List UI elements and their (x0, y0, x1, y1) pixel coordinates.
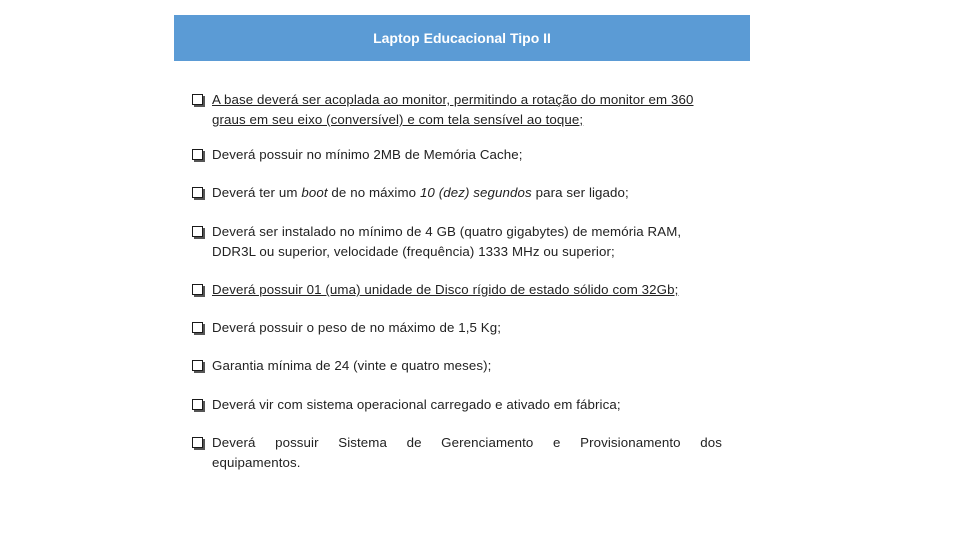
list-item (192, 356, 722, 376)
list-item-text: Garantia mínima de 24 (vinte e quatro meses); (212, 358, 492, 373)
list-item (192, 90, 722, 130)
list-item-text: Deverá possuir Sistema de Gerenciamento e Provisionamento dos equipamentos. (212, 435, 722, 470)
checkbox-bullet-icon (192, 187, 203, 198)
list-item (192, 183, 722, 203)
list-item (192, 222, 722, 262)
checkbox-bullet-icon (192, 399, 203, 410)
list-item (192, 318, 722, 338)
checkbox-bullet-icon (192, 149, 203, 160)
list-item-text: Deverá possuir 01 (uma) unidade de Disco rígido de estado sólido com 32Gb; (212, 282, 679, 297)
list-item-text: Deverá possuir o peso de no máximo de 1,5 Kg; (212, 320, 502, 335)
list-item-text: Deverá ter um boot de no máximo 10 (dez) segundos para ser ligado; (212, 185, 629, 200)
checkbox-bullet-icon (192, 360, 203, 371)
checkbox-bullet-icon (192, 94, 203, 105)
list-item (192, 395, 722, 415)
checkbox-bullet-icon (192, 322, 203, 333)
title-banner (174, 15, 750, 61)
checkbox-bullet-icon (192, 437, 203, 448)
checkbox-bullet-icon (192, 226, 203, 237)
list-item-text: Deverá vir com sistema operacional carregado e ativado em fábrica; (212, 397, 621, 412)
list-item-text: A base deverá ser acoplada ao monitor, permitindo a rotação do monitor em 360 graus em seu eixo (conversível) e com tela sensível ao toque; (212, 92, 694, 127)
list-item-text: Deverá possuir no mínimo 2MB de Memória Cache; (212, 147, 523, 162)
checkbox-bullet-icon (192, 284, 203, 295)
list-item (192, 145, 722, 165)
page-title: Laptop Educacional Tipo II (373, 30, 551, 46)
list-item-text: Deverá ser instalado no mínimo de 4 GB (quatro gigabytes) de memória RAM, DDR3L ou superior, velocidade (frequência) 1333 MHz ou superior; (212, 224, 682, 259)
list-item (192, 280, 722, 300)
list-item (192, 433, 722, 473)
